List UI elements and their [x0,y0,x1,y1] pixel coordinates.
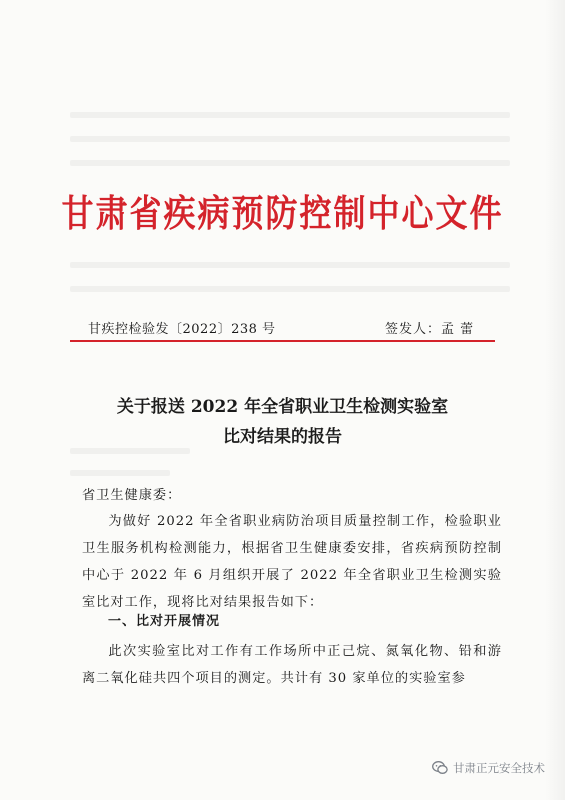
bleed-through-line [70,112,510,118]
bleed-through-line [70,470,170,476]
bleed-through-line [70,262,510,268]
red-divider-rule [70,340,495,342]
document-number: 甘疾控检验发〔2022〕238 号 [88,322,276,337]
section-heading-1: 一、比对开展情况 [108,614,221,629]
bleed-through-line [70,136,510,142]
addressee: 省卫生健康委： [82,488,182,503]
bleed-through-line [70,286,510,292]
issuer-signature: 签发人：孟 蕾 [385,322,475,337]
wechat-icon [432,761,448,775]
document-title: 甘肃省疾病预防控制中心文件 [61,191,504,236]
page-edge-shadow [545,0,565,800]
report-title-line-2: 比对结果的报告 [223,427,342,447]
report-title [0,392,565,452]
bleed-through-line [70,160,510,166]
watermark-label: 甘肃正元安全技术 [453,761,545,775]
body-paragraph-1: 为做好 2022 年全省职业病防治项目质量控制工作，检验职业卫生服务机构检测能力，根据省卫生健康委安排，省疾病预防控制中心于 2022 年 6 月组织开展了 2022 年全省职业卫生检测实验室比对工作，现将比对结果报告如下： [82,514,502,610]
wechat-watermark [432,760,545,776]
report-title-line-1: 关于报送 2022 年全省职业卫生检测实验室 [116,397,449,417]
body-paragraph-2: 此次实验室比对工作有工作场所中正己烷、氮氧化物、铅和游离二氧化硅共四个项目的测定。共计有 30 家单位的实验室参 [82,644,502,686]
